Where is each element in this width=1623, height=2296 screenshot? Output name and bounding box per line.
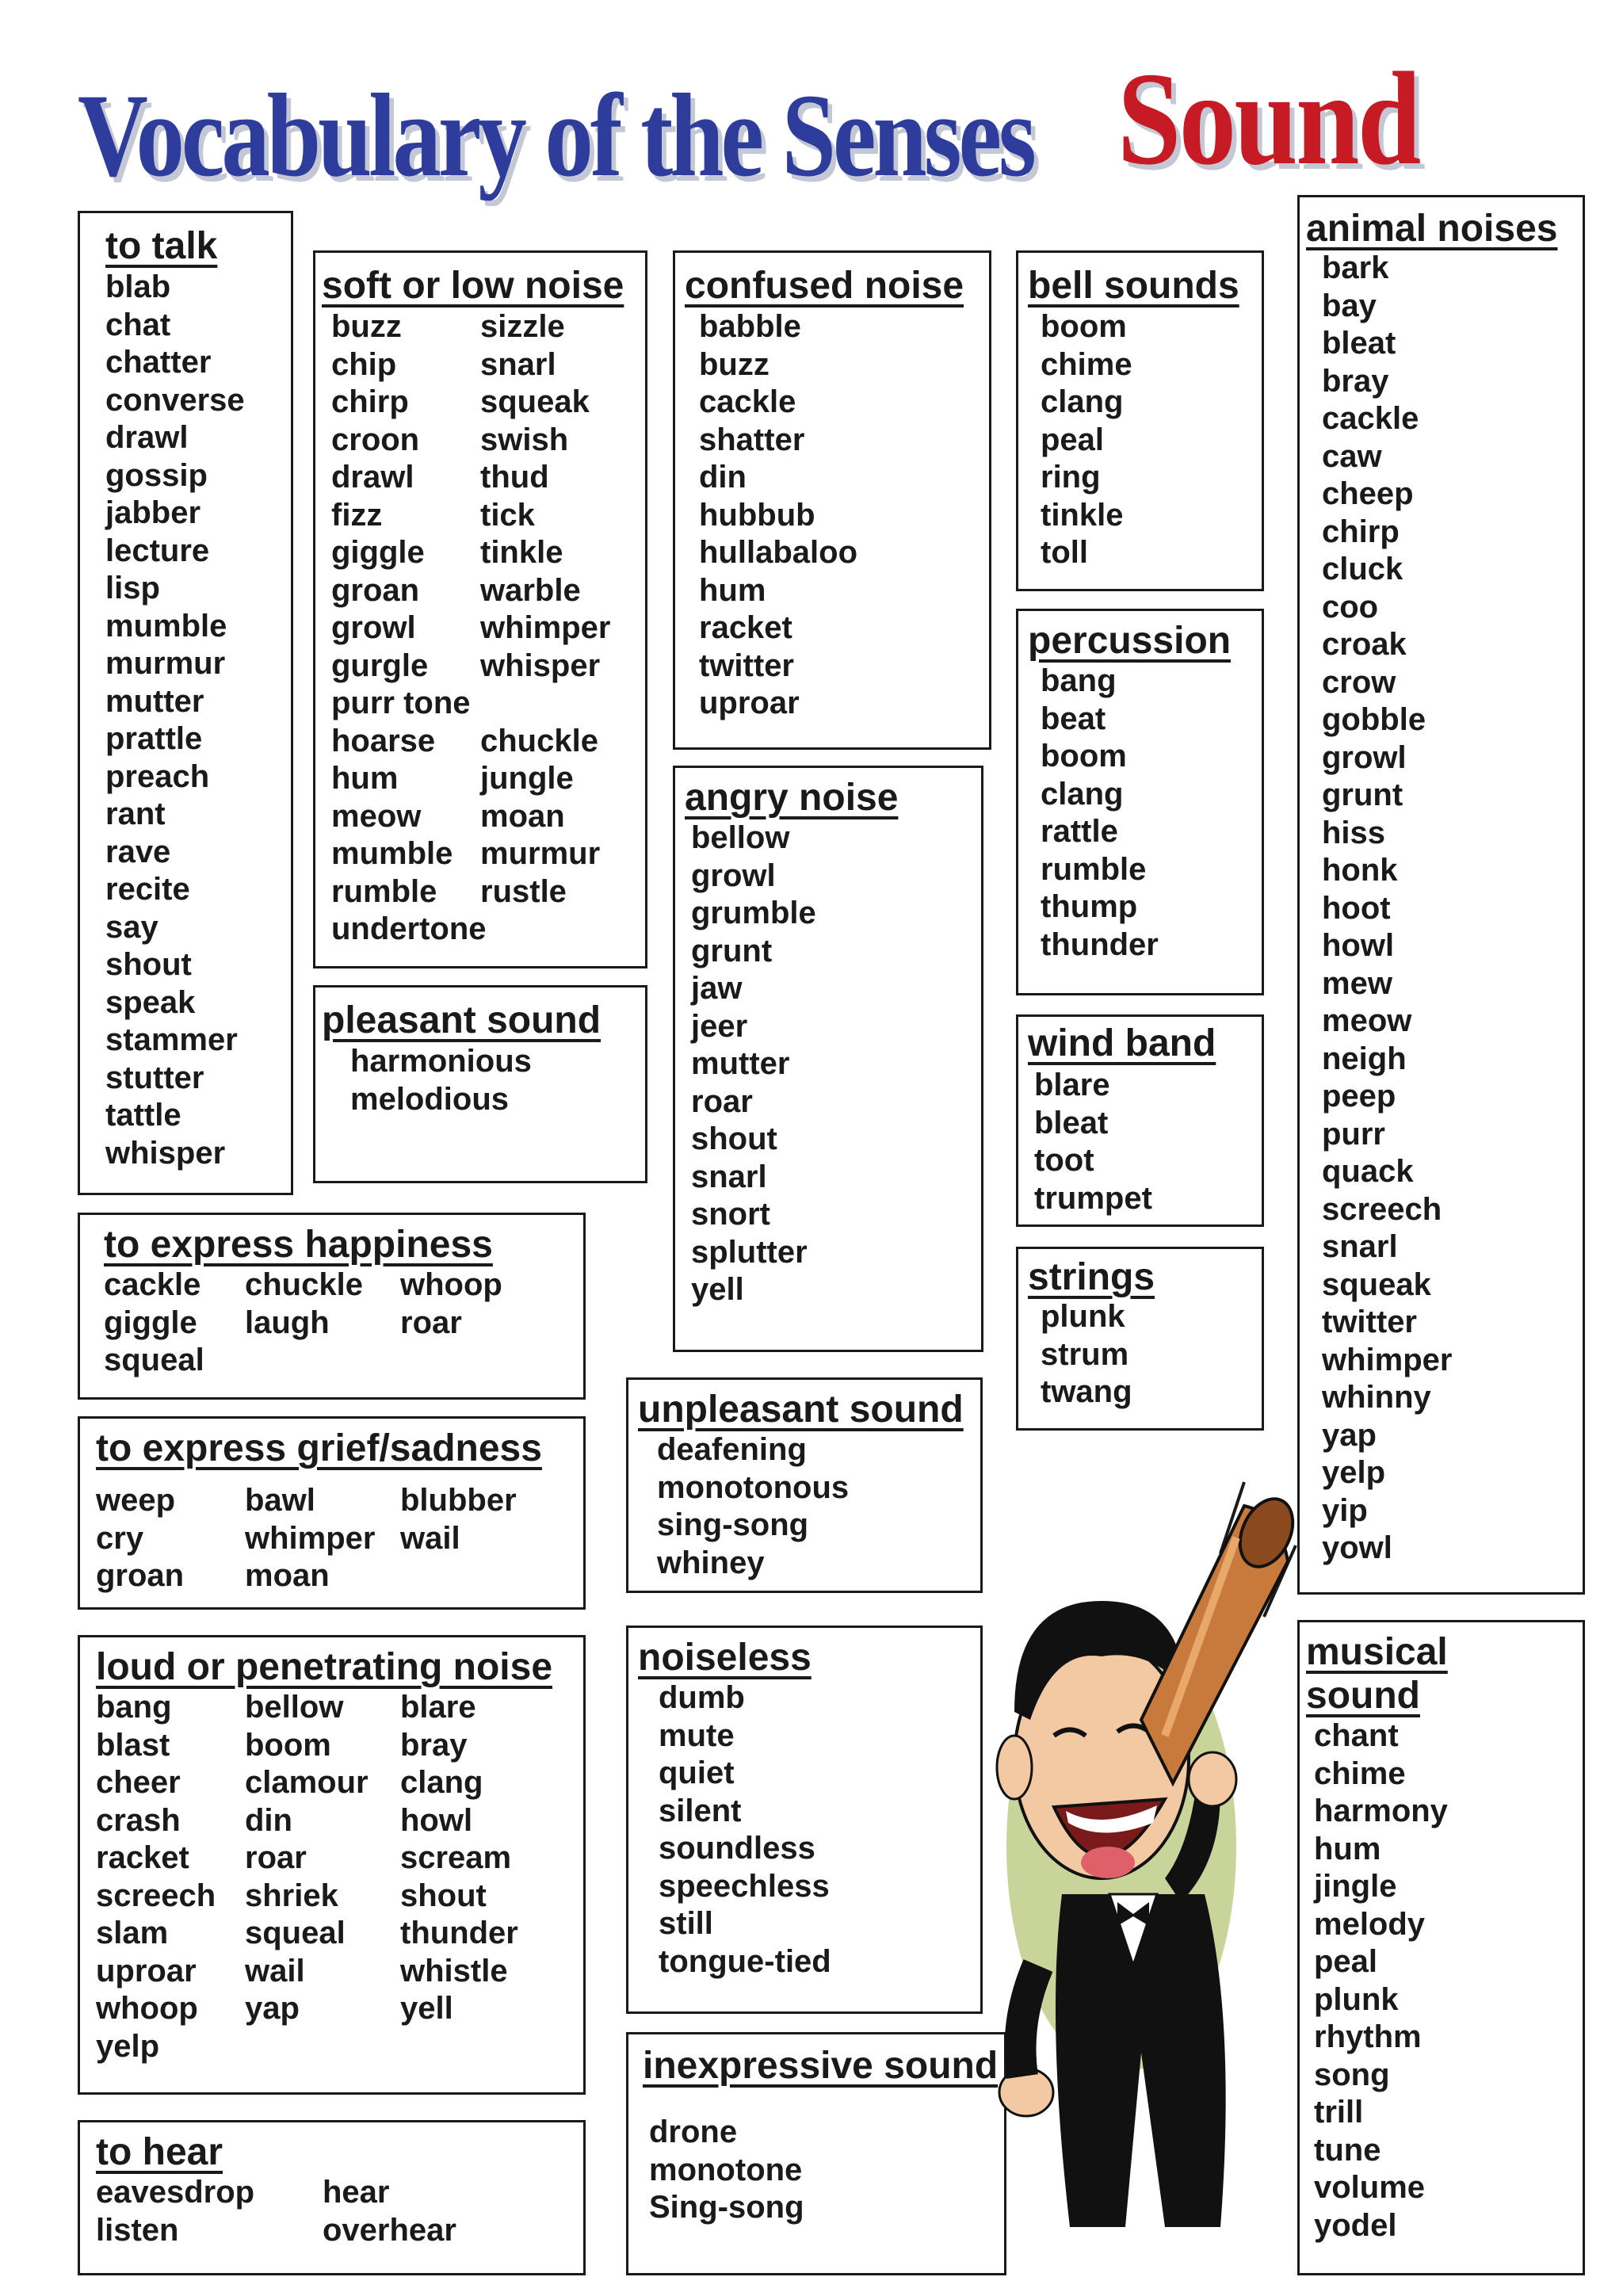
word-item: whisper (480, 648, 601, 683)
word-item: roar (691, 1083, 753, 1119)
word-item: tinkle (480, 535, 563, 570)
word-item: drone (649, 2115, 738, 2149)
word-item: strum (1041, 1336, 1129, 1372)
word-item: blubber (400, 1483, 517, 1518)
section-pleasant-sound (313, 985, 647, 1183)
word-item: hoarse (331, 723, 436, 758)
word-item: purr (1322, 1116, 1385, 1152)
word-item: peal (1041, 422, 1105, 457)
word-item: racket (699, 610, 792, 645)
word-item: screech (1322, 1191, 1442, 1227)
word-item: chip (331, 346, 397, 382)
word-item: dumb (659, 1680, 745, 1715)
word-item: hiss (1322, 815, 1386, 850)
word-item: boom (1041, 309, 1127, 344)
word-item: purr tone (331, 686, 471, 720)
word-item: whistle (400, 1953, 508, 1988)
word-item: cackle (1322, 401, 1419, 436)
word-item: weep (96, 1483, 176, 1518)
word-item: gurgle (331, 648, 429, 683)
word-item: cry (96, 1520, 144, 1556)
word-item: cackle (104, 1267, 201, 1302)
word-item: preach (105, 758, 210, 794)
word-item: roar (400, 1305, 462, 1340)
word-item: soundless (659, 1831, 815, 1866)
word-item (245, 2028, 400, 2066)
section-soft-or-low-noise (313, 250, 647, 968)
section-wind-band (1016, 1014, 1264, 1227)
word-list (96, 1482, 543, 1595)
word-item: squeak (1322, 1266, 1431, 1302)
word-item: laugh (245, 1305, 330, 1340)
word-item: jaw (691, 971, 743, 1006)
word-item: whiney (657, 1545, 765, 1580)
word-item: bang (96, 1690, 172, 1725)
word-item (400, 2028, 543, 2066)
word-item: hoot (1322, 890, 1391, 926)
word-item: mumble (331, 836, 453, 871)
word-item: trumpet (1034, 1180, 1152, 1216)
word-item: grunt (691, 933, 773, 968)
word-item (400, 1557, 543, 1595)
section-heading: bell sounds (1028, 265, 1239, 307)
word-item: sing-song (657, 1507, 809, 1542)
word-item: still (659, 1906, 713, 1941)
word-item: song (1314, 2057, 1390, 2092)
word-item (245, 1342, 400, 1380)
section-heading: animal noises (1306, 208, 1558, 250)
word-item: squeak (480, 384, 590, 419)
word-item: boom (1041, 739, 1127, 774)
section-heading: inexpressive sound (643, 2045, 999, 2087)
word-item: coo (1322, 589, 1379, 625)
word-item: melody (1314, 1906, 1426, 1942)
word-item: howl (400, 1802, 473, 1838)
word-item: fizz (331, 497, 383, 533)
section-heading: loud or penetrating noise (96, 1646, 553, 1688)
section-heading: wind band (1028, 1022, 1216, 1064)
word-item: splutter (691, 1234, 808, 1270)
word-item: bawl (245, 1483, 315, 1518)
word-item: rant (105, 797, 166, 831)
word-item: overhear (323, 2212, 456, 2248)
word-item: volume (1314, 2170, 1426, 2205)
word-item: plunk (1041, 1299, 1125, 1334)
word-item: converse (105, 382, 245, 418)
word-item: bellow (245, 1690, 344, 1725)
word-item: grumble (691, 896, 816, 930)
word-item: racket (96, 1840, 189, 1875)
word-item: mutter (691, 1046, 790, 1081)
word-item: rumble (1041, 851, 1147, 887)
word-item: shout (691, 1121, 777, 1156)
word-list (691, 819, 816, 1309)
word-item: thunder (400, 1916, 518, 1950)
word-item: jeer (691, 1008, 748, 1044)
word-item: ring (1041, 460, 1101, 495)
word-item: growl (331, 610, 416, 645)
word-item: din (699, 460, 747, 495)
word-item: wail (400, 1520, 460, 1556)
word-item (480, 685, 629, 723)
word-item: cheer (96, 1765, 181, 1800)
word-item: silent (659, 1793, 742, 1828)
word-item: whimper (480, 610, 611, 645)
word-item: slam (96, 1916, 169, 1950)
word-item: meow (331, 798, 422, 834)
section-heading: to hear (96, 2131, 223, 2173)
word-item: cheep (1322, 476, 1414, 511)
word-item: yodel (1314, 2207, 1397, 2243)
word-item: speechless (659, 1868, 830, 1904)
section-heading: to express grief/sadness (96, 1427, 542, 1469)
section-inexpressive-sound (626, 2032, 1006, 2275)
word-item: bark (1322, 250, 1389, 285)
word-item: hubbub (699, 497, 815, 533)
section-heading: unpleasant sound (638, 1389, 964, 1431)
section-angry-noise (673, 766, 983, 1352)
section-heading: confused noise (685, 265, 964, 307)
word-item: drawl (105, 420, 189, 455)
word-item: chime (1041, 346, 1132, 382)
word-item: bray (400, 1727, 468, 1763)
word-item: neigh (1322, 1041, 1407, 1076)
word-item: yowl (1322, 1530, 1392, 1565)
word-item: boom (245, 1727, 331, 1763)
word-item: squeal (245, 1916, 346, 1950)
word-item (400, 1342, 543, 1380)
word-item: croak (1322, 627, 1407, 662)
word-item: mutter (105, 683, 204, 719)
section-musical-sound (1297, 1620, 1585, 2275)
word-item: scream (400, 1840, 512, 1875)
word-item: undertone (331, 911, 487, 946)
word-list (105, 269, 245, 1172)
word-item: uproar (96, 1953, 197, 1988)
word-item: harmonious (350, 1044, 532, 1079)
word-item: chuckle (480, 723, 598, 758)
word-item: bellow (691, 820, 790, 855)
word-item: swish (480, 422, 569, 457)
word-item: lisp (105, 571, 160, 606)
word-item: sizzle (480, 309, 565, 344)
word-item: tick (480, 497, 535, 533)
word-item: tinkle (1041, 497, 1124, 533)
word-item: bray (1322, 363, 1389, 399)
word-item: warble (480, 572, 581, 608)
word-item: honk (1322, 853, 1398, 888)
word-item: yell (400, 1991, 453, 2026)
word-item: shout (400, 1878, 487, 1913)
word-item: hum (699, 572, 766, 608)
section-bell-sounds (1016, 250, 1264, 591)
word-item: chant (1314, 1718, 1399, 1753)
word-item: twang (1041, 1374, 1132, 1409)
word-item: yell (691, 1272, 744, 1307)
word-list (657, 1431, 849, 1582)
word-item: quack (1322, 1154, 1414, 1189)
word-item: din (245, 1802, 292, 1838)
word-item: blab (105, 269, 171, 304)
word-item: crash (96, 1802, 181, 1838)
word-item: chat (105, 307, 171, 342)
word-item: hullabaloo (699, 535, 857, 570)
word-item: screech (96, 1878, 216, 1913)
word-item: speak (105, 984, 196, 1020)
word-item: tongue-tied (659, 1943, 831, 1979)
word-item: stutter (105, 1060, 204, 1095)
section-heading: pleasant sound (322, 999, 601, 1041)
word-list (1041, 308, 1132, 572)
word-item: caw (1322, 438, 1382, 474)
word-item: growl (691, 858, 776, 893)
word-item: drawl (331, 460, 414, 495)
section-heading: to talk (105, 225, 218, 267)
word-item: deafening (657, 1432, 807, 1467)
word-item: whinny (1322, 1380, 1431, 1415)
section-to-hear (78, 2120, 586, 2275)
word-item: whoop (400, 1267, 502, 1302)
word-item: cluck (1322, 552, 1403, 586)
page-title: Vocabulary of the Senses (78, 70, 1033, 201)
section-noiseless (626, 1626, 983, 2014)
word-item: mew (1322, 965, 1392, 1001)
word-item: yelp (96, 2028, 160, 2064)
word-list (699, 308, 857, 723)
word-item: buzz (331, 309, 402, 344)
word-item: rhythm (1314, 2019, 1422, 2054)
section-heading: strings (1028, 1256, 1155, 1298)
word-item: bleat (1034, 1105, 1109, 1140)
word-item: chime (1314, 1755, 1406, 1791)
word-item: snort (691, 1197, 770, 1232)
word-item: babble (699, 309, 801, 344)
word-list (1322, 250, 1452, 1568)
word-item: rattle (1041, 814, 1118, 849)
word-list (1314, 1717, 1448, 2244)
word-item: snarl (480, 346, 556, 382)
word-item: rave (105, 834, 171, 869)
word-item: chatter (105, 345, 212, 380)
word-item: whimper (245, 1520, 376, 1556)
word-item: clamour (245, 1765, 369, 1800)
word-item: twitter (1322, 1305, 1417, 1339)
word-item: cackle (699, 384, 796, 419)
word-item: gossip (105, 457, 208, 493)
word-item: jabber (105, 495, 201, 530)
word-item: wail (245, 1953, 305, 1988)
word-item: hum (331, 761, 399, 796)
word-item: monotone (649, 2152, 803, 2187)
word-item: yap (245, 1991, 300, 2026)
word-list (1041, 663, 1159, 964)
word-item: whimper (1322, 1342, 1453, 1377)
word-item: jingle (1314, 1869, 1397, 1904)
word-item: chuckle (245, 1267, 363, 1302)
word-item: harmony (1314, 1794, 1448, 1828)
word-item (480, 911, 629, 949)
word-item: peal (1314, 1944, 1378, 1979)
word-item: prattle (105, 721, 203, 756)
word-list (350, 1043, 532, 1118)
section-to-express-happiness (78, 1213, 586, 1400)
word-item: howl (1322, 928, 1395, 963)
word-item: murmur (105, 646, 226, 681)
word-list (96, 2174, 497, 2249)
word-item: toll (1041, 535, 1088, 570)
word-item: peep (1322, 1079, 1396, 1114)
word-item: Sing-song (649, 2190, 804, 2225)
word-item: shout (105, 947, 192, 982)
word-list (96, 1689, 543, 2065)
word-item: roar (245, 1840, 307, 1875)
word-item: tattle (105, 1098, 181, 1133)
word-item: clang (400, 1765, 483, 1800)
word-item: tune (1314, 2132, 1381, 2168)
word-item: whoop (96, 1991, 198, 2026)
word-list (649, 2114, 804, 2227)
word-item: beat (1041, 701, 1106, 736)
word-item: crow (1322, 664, 1396, 700)
word-item: plunk (1314, 1981, 1399, 2017)
word-item: quiet (659, 1755, 735, 1790)
word-item: yip (1322, 1492, 1368, 1528)
section-unpleasant-sound (626, 1377, 983, 1593)
word-item: groan (96, 1558, 185, 1593)
word-item: thunder (1041, 926, 1159, 962)
word-item: toot (1034, 1143, 1094, 1178)
word-item: moan (245, 1558, 330, 1593)
word-item: blast (96, 1727, 170, 1763)
word-item: clang (1041, 776, 1124, 812)
word-item: listen (96, 2212, 179, 2248)
word-item: bang (1041, 663, 1117, 698)
word-item: recite (105, 872, 190, 907)
word-item: thump (1041, 889, 1138, 924)
word-item: buzz (699, 346, 769, 382)
word-item: growl (1322, 739, 1407, 775)
section-heading: to express happiness (104, 1224, 493, 1266)
word-item: bleat (1322, 326, 1396, 361)
word-list (104, 1266, 543, 1380)
word-item: yelp (1322, 1455, 1386, 1490)
section-animal-noises (1297, 195, 1585, 1595)
word-item: shriek (245, 1878, 338, 1913)
section-to-talk (78, 211, 293, 1195)
word-item: blare (400, 1690, 476, 1725)
word-item: murmur (480, 836, 601, 871)
section-loud-or-penetrating-noise (78, 1635, 586, 2095)
word-item: snarl (1322, 1229, 1398, 1264)
word-item: meow (1322, 1003, 1412, 1038)
section-heading: soft or low noise (322, 265, 624, 307)
word-item: blare (1034, 1068, 1110, 1102)
section-confused-noise (673, 250, 991, 750)
word-item: gobble (1322, 702, 1426, 737)
word-item: snarl (691, 1159, 767, 1194)
word-item: shatter (699, 422, 805, 457)
word-item: lecture (105, 533, 210, 568)
word-item: monotonous (657, 1469, 850, 1505)
section-strings (1016, 1247, 1264, 1431)
word-item: giggle (331, 535, 425, 570)
word-item: moan (480, 798, 565, 834)
word-item: melodious (350, 1081, 510, 1117)
word-item: whisper (105, 1135, 226, 1171)
word-item: say (105, 909, 158, 945)
word-item: twitter (699, 648, 794, 683)
word-list (1041, 1298, 1132, 1412)
word-item: mumble (105, 608, 227, 644)
word-item: mute (659, 1717, 735, 1753)
word-item: thud (480, 460, 549, 495)
word-item: chirp (1322, 514, 1400, 549)
word-item: grunt (1322, 777, 1403, 812)
word-item: stammer (105, 1022, 238, 1057)
word-item: uproar (699, 686, 800, 720)
word-item: hum (1314, 1831, 1381, 1866)
word-item: trill (1314, 2095, 1364, 2130)
word-list (659, 1679, 831, 1981)
page-subtitle: Sound (1117, 45, 1419, 193)
section-heading: angry noise (685, 777, 899, 819)
section-heading: percussion (1028, 620, 1232, 662)
section-heading: noiseless (638, 1637, 812, 1679)
word-item: rumble (331, 873, 437, 909)
word-item: squeal (104, 1343, 204, 1377)
word-item: groan (331, 572, 420, 608)
word-item: hear (323, 2175, 390, 2210)
word-item: eavesdrop (96, 2175, 255, 2210)
section-percussion (1016, 609, 1264, 995)
section-to-express-grief (78, 1416, 586, 1610)
word-item: yap (1322, 1417, 1377, 1453)
word-item: croon (331, 422, 420, 457)
word-list (1034, 1067, 1152, 1217)
word-item: chirp (331, 384, 409, 419)
word-item: bay (1322, 288, 1377, 323)
word-item: rustle (480, 873, 567, 909)
word-item: jungle (480, 761, 574, 796)
word-item: clang (1041, 384, 1124, 419)
megaphone-man-illustration (983, 1450, 1300, 2243)
section-heading: musical sound (1306, 1631, 1448, 1717)
word-item: giggle (104, 1305, 197, 1340)
word-list (331, 308, 629, 949)
